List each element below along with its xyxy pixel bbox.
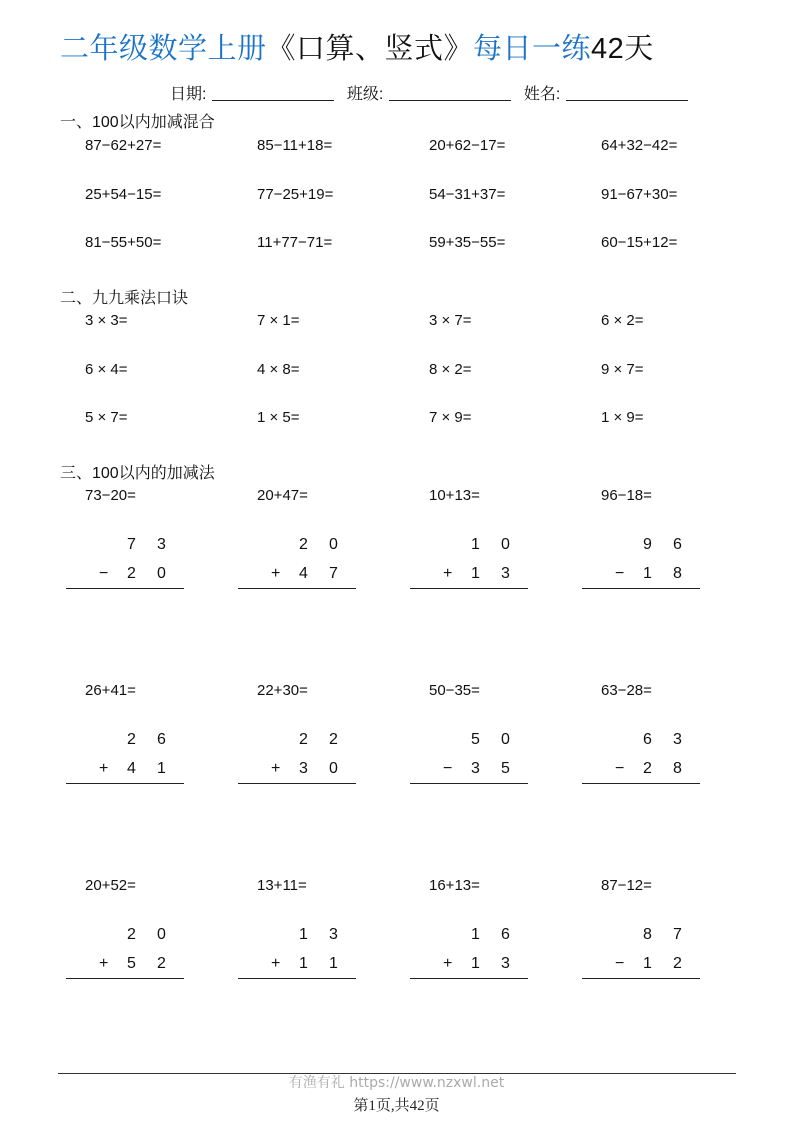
problem-expression: 5 × 7= [85,409,128,426]
problem-expression: 13+11= [257,877,307,894]
result-line [238,588,356,589]
result-line [410,978,528,979]
operator-sign: + [99,760,109,777]
problem-expression: 11+77−71= [257,234,333,251]
vertical-bottom-number [66,955,184,975]
digit: 6 [673,536,682,553]
digit: 2 [299,536,308,553]
vertical-top-number [66,536,184,556]
operator-sign: − [443,760,453,777]
date-blank[interactable] [212,86,334,101]
vertical-bottom-number [410,565,528,585]
digit: 4 [127,760,136,777]
digit: 0 [157,926,166,943]
problem-expression: 59+35−55= [429,234,506,251]
problem-expression: 22+30= [257,682,308,699]
digit: 3 [501,565,510,582]
problem-expression: 20+47= [257,487,308,504]
result-line [582,978,700,979]
vertical-bottom-number [582,565,700,585]
vertical-bottom-number [410,955,528,975]
digit: 3 [299,760,308,777]
problem-expression: 6 × 4= [85,360,128,378]
digit: 5 [127,955,136,972]
operator-sign: + [443,955,453,972]
vertical-bottom-number [238,565,356,585]
problem-expression: 54−31+37= [429,185,506,203]
problem-expression: 73−20= [85,487,136,504]
vertical-bottom-number [238,760,356,780]
vertical-top-number [238,926,356,946]
vertical-bottom-number [66,565,184,585]
problem-expression: 81−55+50= [85,234,162,251]
title-grade-part: 二年级数学上册 [60,33,267,65]
operator-sign: + [271,565,281,582]
problem-expression: 6 × 2= [601,312,644,329]
vertical-top-number [582,926,700,946]
digit: 2 [299,731,308,748]
operator-sign: − [615,760,625,777]
operator-sign: + [99,955,109,972]
problem-expression: 3 × 7= [429,312,472,329]
digit: 1 [471,536,480,553]
digit: 2 [643,760,652,777]
vertical-top-number [66,926,184,946]
digit: 1 [299,955,308,972]
vertical-bottom-number [582,955,700,975]
problem-expression: 96−18= [601,487,652,504]
date-label: 日期: [170,86,207,103]
digit: 9 [643,536,652,553]
operator-sign: − [615,955,625,972]
digit: 3 [329,926,338,943]
digit: 3 [157,536,166,553]
problem-expression: 20+62−17= [429,137,506,154]
problem-expression: 8 × 2= [429,360,472,378]
digit: 1 [329,955,338,972]
vertical-top-number [238,731,356,751]
digit: 6 [501,926,510,943]
problem-expression: 16+13= [429,877,480,894]
digit: 2 [127,731,136,748]
footer-page-number: 第1页,共42页 [353,1098,440,1114]
problem-expression: 1 × 9= [601,409,644,426]
vertical-top-number [66,731,184,751]
digit: 4 [299,565,308,582]
problem-expression: 26+41= [85,682,136,699]
problem-expression: 91−67+30= [601,185,678,203]
operator-sign: − [99,565,109,582]
name-blank[interactable] [566,86,688,101]
result-line [410,588,528,589]
digit: 1 [643,565,652,582]
digit: 2 [673,955,682,972]
operator-sign: + [271,955,281,972]
result-line [66,588,184,589]
problem-expression: 85−11+18= [257,137,333,154]
problem-expression: 3 × 3= [85,312,128,329]
vertical-top-number [582,731,700,751]
operator-sign: − [615,565,625,582]
digit: 0 [501,731,510,748]
problem-expression: 4 × 8= [257,360,300,378]
name-label: 姓名: [523,86,561,103]
digit: 0 [157,565,166,582]
digit: 0 [501,536,510,553]
result-line [410,783,528,784]
section-heading-multiplication: 二、九九乘法口诀 [60,290,189,307]
vertical-bottom-number [582,760,700,780]
footer-watermark-url: 有渔有礼 https://www.nzxwl.net [288,1075,505,1091]
digit: 2 [127,565,136,582]
digit: 7 [673,926,682,943]
result-line [582,588,700,589]
vertical-bottom-number [238,955,356,975]
digit: 0 [329,536,338,553]
class-blank[interactable] [389,86,511,101]
title-topic-part: 《口算、竖式》 [266,33,474,65]
result-line [238,783,356,784]
digit: 0 [329,760,338,777]
problem-expression: 7 × 1= [257,312,300,329]
digit: 7 [329,565,338,582]
vertical-top-number [582,536,700,556]
title-daily-part: 每日一练 [473,33,592,65]
worksheet-title [60,26,654,67]
digit: 2 [329,731,338,748]
section-heading-vertical: 三、100以内的加减法 [60,465,215,482]
digit: 1 [157,760,166,777]
problem-expression: 25+54−15= [85,185,162,203]
operator-sign: + [443,565,453,582]
digit: 1 [471,926,480,943]
vertical-top-number [410,536,528,556]
digit: 5 [501,760,510,777]
problem-expression: 9 × 7= [601,360,644,378]
digit: 1 [471,565,480,582]
digit: 2 [157,955,166,972]
digit: 1 [299,926,308,943]
result-line [66,783,184,784]
problem-expression: 10+13= [429,487,480,504]
digit: 8 [673,760,682,777]
digit: 2 [127,926,136,943]
problem-expression: 7 × 9= [429,409,472,426]
digit: 3 [673,731,682,748]
section-heading-mixed: 一、100以内加减混合 [60,114,215,131]
problem-expression: 63−28= [601,682,652,699]
student-info-line [170,81,696,104]
vertical-top-number [410,731,528,751]
operator-sign: + [271,760,281,777]
title-days-part: 42天 [591,33,654,65]
digit: 5 [471,731,480,748]
result-line [66,978,184,979]
problem-expression: 60−15+12= [601,234,678,251]
digit: 6 [157,731,166,748]
digit: 1 [471,955,480,972]
digit: 1 [643,955,652,972]
result-line [238,978,356,979]
problem-expression: 87−62+27= [85,137,162,154]
digit: 3 [501,955,510,972]
digit: 8 [643,926,652,943]
class-label: 班级: [346,86,384,103]
problem-expression: 1 × 5= [257,409,300,426]
vertical-top-number [410,926,528,946]
vertical-bottom-number [66,760,184,780]
problem-expression: 20+52= [85,877,136,894]
digit: 6 [643,731,652,748]
digit: 8 [673,565,682,582]
vertical-top-number [238,536,356,556]
digit: 3 [471,760,480,777]
vertical-bottom-number [410,760,528,780]
problem-expression: 64+32−42= [601,137,678,154]
problem-expression: 50−35= [429,682,480,699]
problem-expression: 87−12= [601,877,652,894]
result-line [582,783,700,784]
problem-expression: 77−25+19= [257,185,334,203]
digit: 7 [127,536,136,553]
